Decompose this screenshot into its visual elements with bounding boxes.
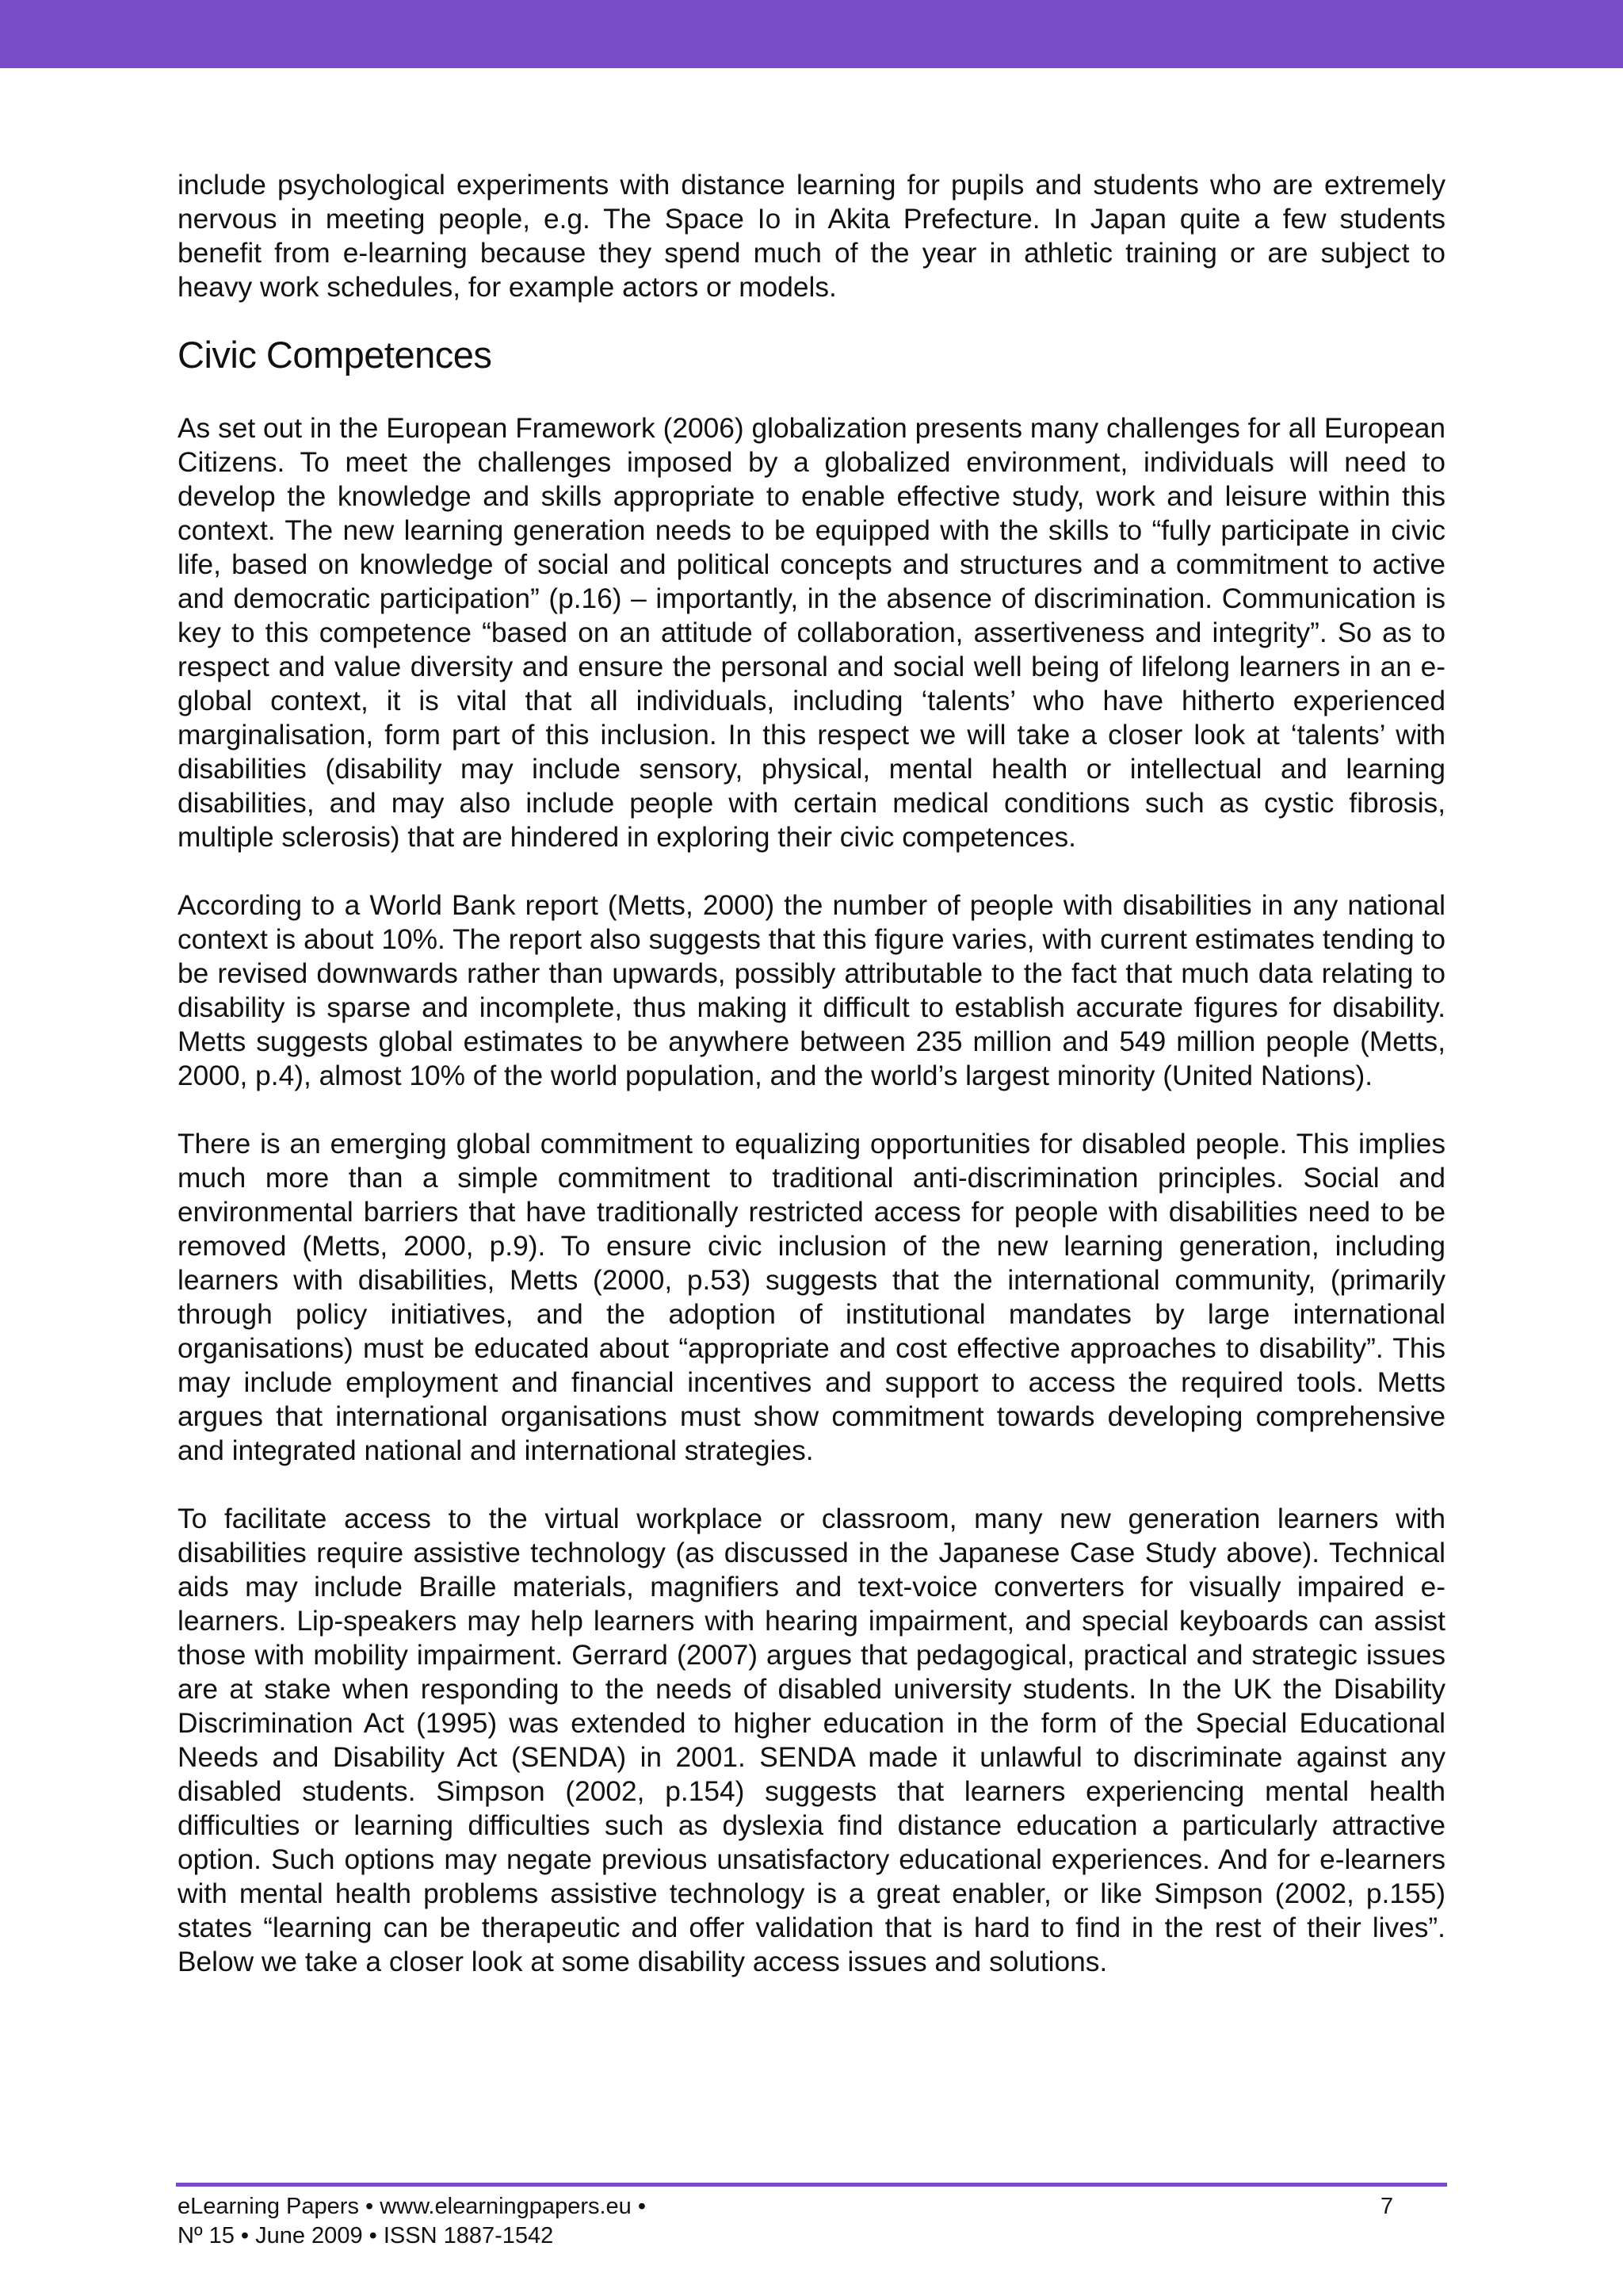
section-heading: Civic Competences xyxy=(178,334,492,376)
footer-rule xyxy=(176,2183,1447,2187)
page-number: 7 xyxy=(1381,2194,1394,2219)
body-paragraph: According to a World Bank report (Metts, 2000) the number of people with disabilities in any national context is about 10%. The report also suggests that this figure varies, with current estimates tending to be revised downwards rather than upwards, possibly attributable to the fact that much data relating to disability is sparse and incomplete, thus making it difficult to establish accurate figures for disability. Metts suggests global estimates to be anywhere between 235 million and 549 million people (Metts, 2000, p.4), almost 10% of the world population, and the world’s largest minority (United Nations). xyxy=(178,890,1445,1091)
document-body xyxy=(178,168,1445,1979)
footer-issue-line: Nº 15 • June 2009 • ISSN 1887-1542 xyxy=(178,2223,554,2248)
body-paragraph: There is an emerging global commitment to equalizing opportunities for disabled people. This implies much more than a simple commitment to traditional anti-discrimination principles. Social and environmental barriers that have traditionally restricted access for people with disabilities need to be removed (Metts, 2000, p.9). To ensure civic inclusion of the new learning generation, including learners with disabilities, Metts (2000, p.53) suggests that the international community, (primarily through policy initiatives, and the adoption of institutional mandates by large international organisations) must be educated about “appropriate and cost effective approaches to disability”. This may include employment and financial incentives and support to access the required tools. Metts argues that international organisations must show commitment towards developing comprehensive and integrated national and international strategies. xyxy=(178,1129,1445,1466)
intro-paragraph: include psychological experiments with distance learning for pupils and students who are extremely nervous in meeting people, e.g. The Space Io in Akita Prefecture. In Japan quite a few students benefit from e-learning because they spend much of the year in athletic training or are subject to heavy work schedules, for example actors or models. xyxy=(178,170,1445,303)
footer xyxy=(178,2192,1445,2251)
footer-publication-line: eLearning Papers • www.elearningpapers.eu • xyxy=(178,2194,647,2219)
body-paragraph: To facilitate access to the virtual workplace or classroom, many new generation learners with disabilities require assistive technology (as discussed in the Japanese Case Study above). Technical aids may include Braille materials, magnifiers and text-voice converters for visually impaired e-learners. Lip-speakers may help learners with hearing impairment, and special keyboards can assist those with mobility impairment. Gerrard (2007) argues that pedagogical, practical and strategic issues are at stake when responding to the needs of disabled university students. In the UK the Disability Discrimination Act (1995) was extended to higher education in the form of the Special Educational Needs and Disability Act (SENDA) in 2001. SENDA made it unlawful to discriminate against any disabled students. Simpson (2002, p.154) suggests that learners experiencing mental health difficulties or learning difficulties such as dyslexia find distance education a particularly attractive option. Such options may negate previous unsatisfactory educational experiences. And for e-learners with mental health problems assistive technology is a great enabler, or like Simpson (2002, p.155) states “learning can be therapeutic and offer validation that is hard to find in the rest of their lives”. Below we take a closer look at some disability access issues and solutions. xyxy=(178,1503,1445,1977)
body-paragraph: As set out in the European Framework (2006) globalization presents many challenges for all European Citizens. To meet the challenges imposed by a globalized environment, individuals will need to develop the knowledge and skills appropriate to enable effective study, work and leisure within this context. The new learning generation needs to be equipped with the skills to “fully participate in civic life, based on knowledge of social and political concepts and structures and a commitment to active and democratic participation” (p.16) – importantly, in the absence of discrimination. Communication is key to this competence “based on an attitude of collaboration, assertiveness and integrity”. So as to respect and value diversity and ensure the personal and social well being of lifelong learners in an e-global context, it is vital that all individuals, including ‘talents’ who have hitherto experienced marginalisation, form part of this inclusion. In this respect we will take a closer look at ‘talents’ with disabilities (disability may include sensory, physical, mental health or intellectual and learning disabilities, and may also include people with certain medical conditions such as cystic fibrosis, multiple sclerosis) that are hindered in exploring their civic competences. xyxy=(178,413,1445,853)
header-bar xyxy=(0,0,1623,68)
